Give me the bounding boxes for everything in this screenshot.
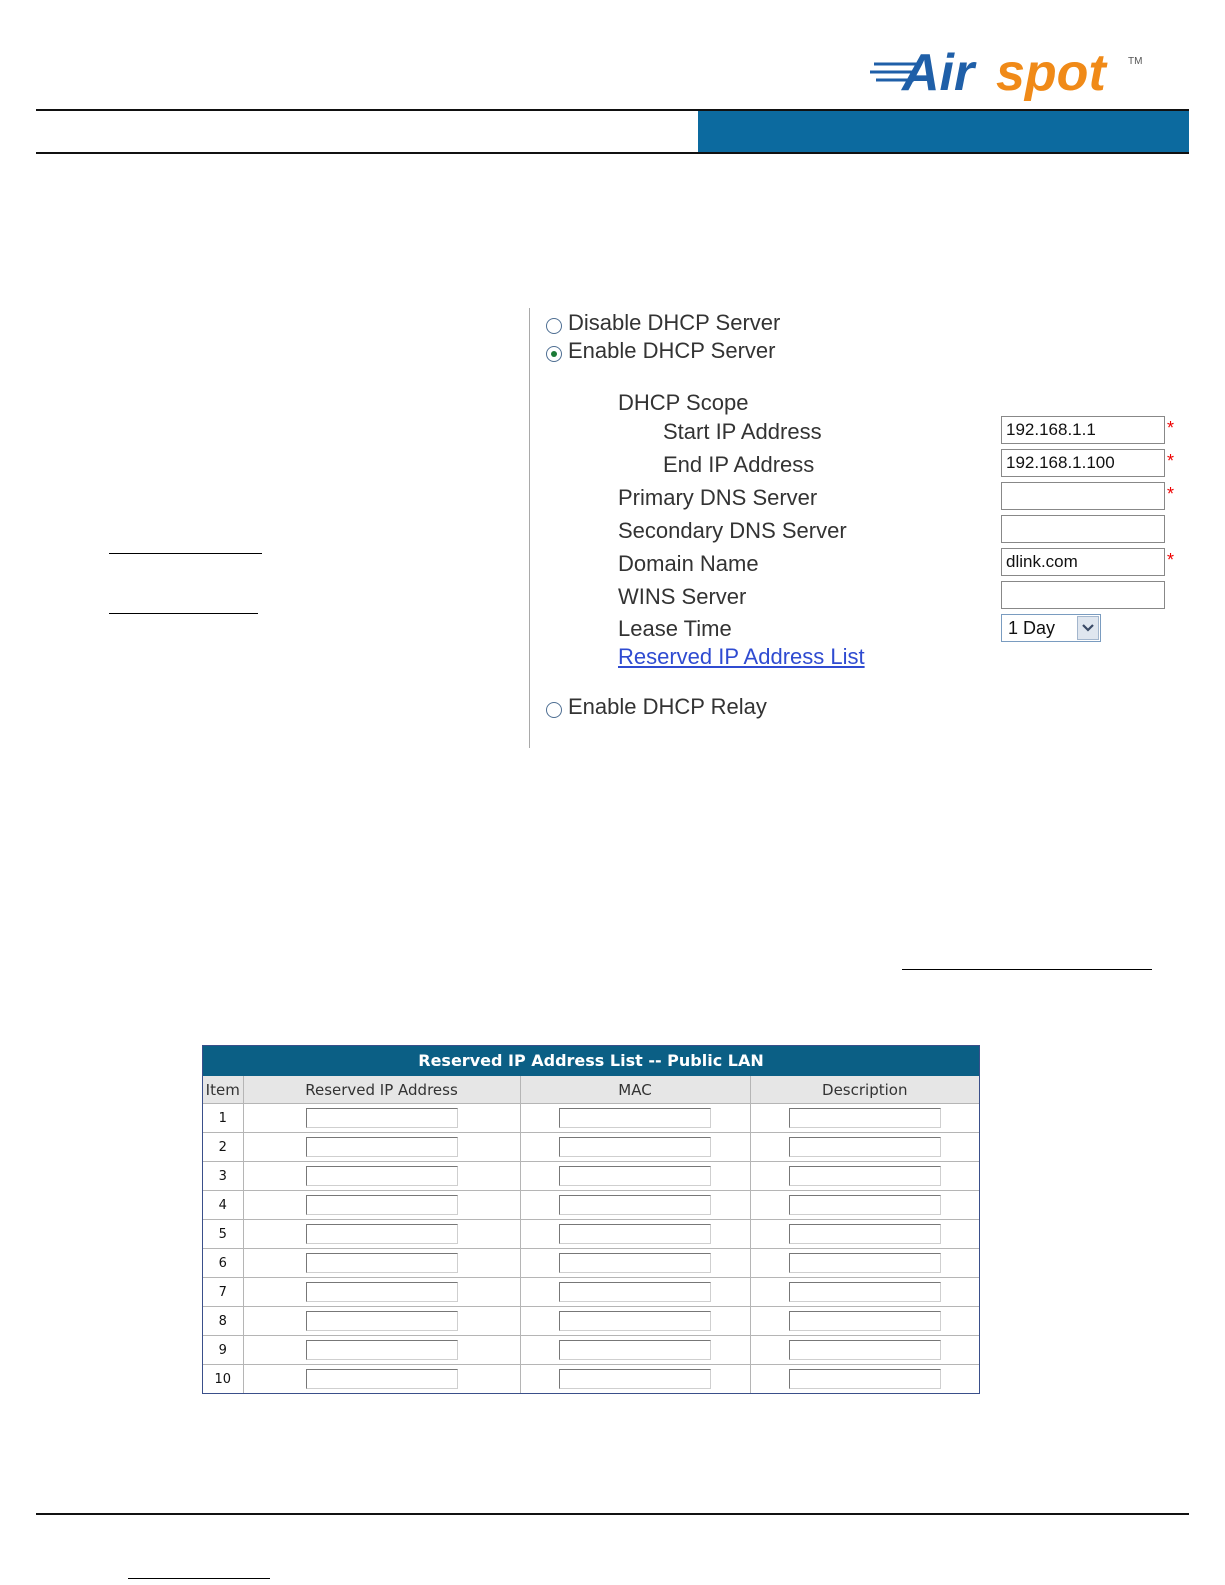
mac-input[interactable] — [559, 1369, 711, 1389]
col-header-description: Description — [750, 1076, 979, 1104]
reserved-ip-input[interactable] — [306, 1137, 458, 1157]
mac-input[interactable] — [559, 1195, 711, 1215]
header-bar — [698, 111, 1189, 152]
underline-3 — [902, 969, 1152, 970]
row-item: 5 — [203, 1220, 243, 1249]
table-header-row — [203, 1076, 979, 1104]
end-ip-label: End IP Address — [663, 452, 815, 477]
row-item: 9 — [203, 1336, 243, 1365]
domain-name-label: Domain Name — [618, 551, 759, 576]
table-row — [203, 1133, 979, 1162]
airspot-logo — [870, 40, 1170, 110]
svg-text:TM: TM — [1128, 56, 1143, 67]
end-ip-required: * — [1167, 451, 1175, 471]
reserved-ip-input[interactable] — [306, 1108, 458, 1128]
table-row — [203, 1104, 979, 1133]
enable-dhcp-label: Enable DHCP Server — [568, 338, 776, 363]
reserved-ip-input[interactable] — [306, 1224, 458, 1244]
description-input[interactable] — [789, 1340, 941, 1360]
row-item: 4 — [203, 1191, 243, 1220]
start-ip-input[interactable]: 192.168.1.1 — [1001, 416, 1165, 444]
wins-server-label: WINS Server — [618, 584, 747, 609]
primary-dns-input[interactable] — [1001, 482, 1165, 510]
description-input[interactable] — [789, 1195, 941, 1215]
start-ip-label: Start IP Address — [663, 419, 822, 444]
primary-dns-label: Primary DNS Server — [618, 485, 818, 510]
table-row — [203, 1365, 979, 1394]
mac-input[interactable] — [559, 1108, 711, 1128]
mac-input[interactable] — [559, 1311, 711, 1331]
domain-name-input[interactable]: dlink.com — [1001, 548, 1165, 576]
reserved-ip-input[interactable] — [306, 1369, 458, 1389]
col-header-item: Item — [203, 1076, 243, 1104]
table-row — [203, 1336, 979, 1365]
description-input[interactable] — [789, 1369, 941, 1389]
reserved-ip-input[interactable] — [306, 1282, 458, 1302]
table-row — [203, 1220, 979, 1249]
dhcp-scope-title: DHCP Scope — [618, 390, 749, 415]
end-ip-input[interactable]: 192.168.1.100 — [1001, 449, 1165, 477]
chevron-down-icon[interactable] — [1077, 616, 1099, 640]
table-row — [203, 1307, 979, 1336]
mac-input[interactable] — [559, 1282, 711, 1302]
footer-rule — [36, 1513, 1189, 1515]
enable-dhcp-radio[interactable] — [546, 346, 562, 362]
reserved-ip-input[interactable] — [306, 1195, 458, 1215]
secondary-dns-label: Secondary DNS Server — [618, 518, 847, 543]
primary-dns-required: * — [1167, 484, 1175, 504]
row-item: 6 — [203, 1249, 243, 1278]
wins-server-input[interactable] — [1001, 581, 1165, 609]
table-row — [203, 1278, 979, 1307]
mac-input[interactable] — [559, 1166, 711, 1186]
row-item: 7 — [203, 1278, 243, 1307]
row-item: 10 — [203, 1365, 243, 1394]
start-ip-required: * — [1167, 418, 1175, 438]
reserved-ip-table — [202, 1045, 980, 1394]
lease-time-value: 1 Day — [1008, 618, 1056, 638]
row-item: 2 — [203, 1133, 243, 1162]
reserved-ip-input[interactable] — [306, 1253, 458, 1273]
reserved-ip-input[interactable] — [306, 1166, 458, 1186]
description-input[interactable] — [789, 1253, 941, 1273]
description-input[interactable] — [789, 1137, 941, 1157]
mac-input[interactable] — [559, 1137, 711, 1157]
table-row — [203, 1162, 979, 1191]
svg-text:spot: spot — [996, 44, 1106, 102]
table-row — [203, 1191, 979, 1220]
header-rule-bottom — [36, 152, 1189, 154]
disable-dhcp-label: Disable DHCP Server — [568, 310, 781, 335]
table-row — [203, 1249, 979, 1278]
description-input[interactable] — [789, 1224, 941, 1244]
domain-name-required: * — [1167, 550, 1175, 570]
lease-time-label: Lease Time — [618, 616, 732, 641]
description-input[interactable] — [789, 1108, 941, 1128]
description-input[interactable] — [789, 1166, 941, 1186]
underline-footer — [128, 1578, 270, 1579]
underline-1 — [109, 553, 262, 554]
secondary-dns-input[interactable] — [1001, 515, 1165, 543]
description-input[interactable] — [789, 1282, 941, 1302]
disable-dhcp-radio[interactable] — [546, 318, 562, 334]
description-input[interactable] — [789, 1311, 941, 1331]
col-header-mac: MAC — [520, 1076, 750, 1104]
mac-input[interactable] — [559, 1253, 711, 1273]
mac-input[interactable] — [559, 1340, 711, 1360]
lease-time-select[interactable] — [1001, 614, 1101, 642]
row-item: 1 — [203, 1104, 243, 1133]
radio-selected-dot — [551, 351, 557, 357]
mac-input[interactable] — [559, 1224, 711, 1244]
panel-separator — [529, 308, 530, 748]
reserved-ip-input[interactable] — [306, 1340, 458, 1360]
underline-2 — [109, 613, 258, 614]
row-item: 8 — [203, 1307, 243, 1336]
col-header-reserved-ip: Reserved IP Address — [243, 1076, 520, 1104]
enable-relay-radio[interactable] — [546, 702, 562, 718]
reserved-ip-list-link[interactable]: Reserved IP Address List — [618, 644, 865, 669]
svg-text:Air: Air — [902, 44, 975, 102]
reserved-ip-input[interactable] — [306, 1311, 458, 1331]
row-item: 3 — [203, 1162, 243, 1191]
enable-relay-label: Enable DHCP Relay — [568, 694, 767, 719]
table-title: Reserved IP Address List -- Public LAN — [203, 1046, 979, 1076]
